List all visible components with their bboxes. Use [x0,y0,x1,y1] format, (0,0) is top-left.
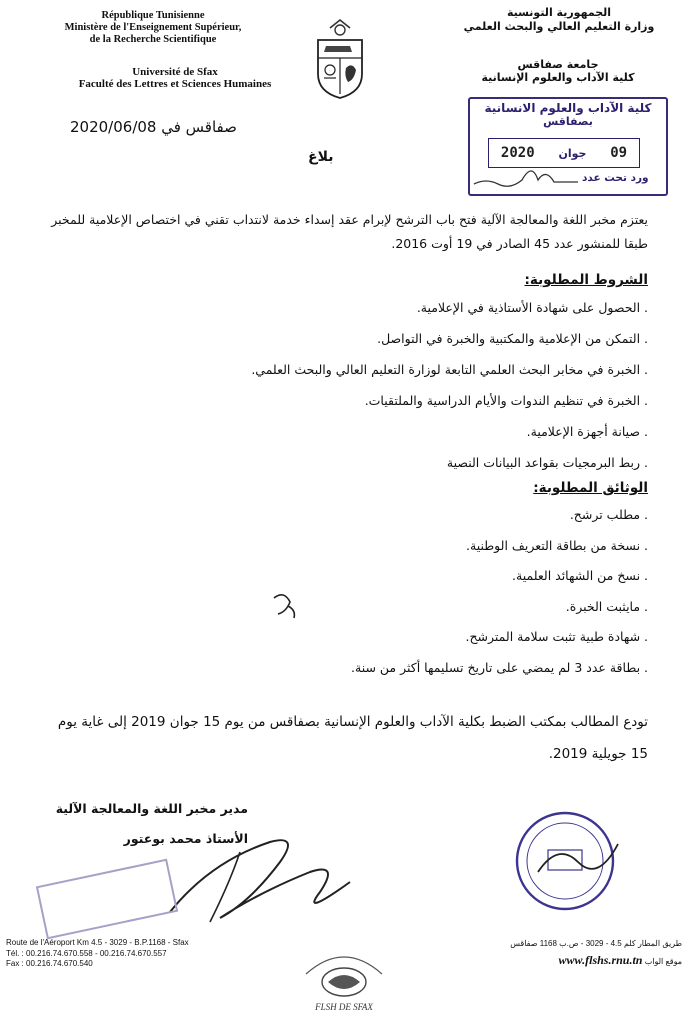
header-fr-line: République Tunisienne [101,10,205,21]
stamp-number-scribble [470,158,580,192]
documents-heading: الوثائق المطلوبة: [533,480,648,496]
stamp-year: 2020 [500,145,535,161]
header-french [38,10,268,46]
footer-web-row [442,955,682,967]
document-item: . مطلب ترشح. [569,507,648,522]
faculty-logo [300,944,388,1014]
university-arabic [448,58,668,84]
footer-contact-french [6,938,246,970]
university-ar-line: كلية الآداب والعلوم الإنسانية [481,71,635,84]
condition-item: . الخبرة في تنظيم الندوات والأيام الدراسية والملتقيات. [364,393,648,408]
conditions-section [48,268,648,478]
signatory-name: الأستاذ محمد بوعتور [123,831,248,846]
stamp-month: جوان [558,146,587,160]
condition-item: . صيانة أجهزة الإعلامية. [526,424,648,439]
condition-item: . التمكن من الإعلامية والمكتبية والخبرة في التواصل. [377,331,648,346]
intro-paragraph: يعتزم مخبر اللغة والمعالجة الآلية فتح باب الترشح لإبرام عقد إسداء خدمة لانتداب تقني في اختصاص الإعلامية للمخبر طبقا للمنشور عدد 45 الصادر في 19 أوت 2016. [51,212,648,251]
footer-address: Route de l'Aéroport Km 4.5 - 3029 - B.P.1168 - Sfax [6,938,189,947]
handwritten-mark [268,588,300,620]
university-fr-line: Faculté des Lettres et Sciences Humaines [78,78,272,90]
footer-fax: Fax : 00.216.74.670.540 [6,959,93,968]
document-date: صفاقس في 2020/06/08 [70,118,237,136]
university-french [60,66,290,90]
documents-section [48,476,648,683]
document-item: . شهادة طبية تثبت سلامة المترشح. [465,629,648,644]
stamp-day: 09 [610,145,628,161]
footer-contact-arabic [442,938,682,967]
header-ar-line: الجمهورية التونسية [506,6,612,19]
stamp-received-label: ورد تحت عدد [582,172,649,184]
university-fr-line: Université de Sfax [132,66,218,78]
document-item: . مايثبت الخبرة. [565,598,648,614]
university-ar-line: جامعة صفاقس [517,58,599,71]
footer-website-link[interactable]: www.flshs.rnu.tn [558,953,643,967]
condition-item: . الحصول على شهادة الأستاذية في الإعلامية. [416,300,648,315]
footer-ar-address: طريق المطار كلم 4.5 - 3029 - ص.ب 1168 صفاقس [510,939,682,948]
footer-phone: Tél. : 00.216.74.670.558 - 00.216.74.670.557 [6,948,167,958]
tunisia-coat-of-arms-emblem [304,18,376,100]
header-fr-line: de la Recherche Scientifique [89,34,217,45]
footer-web-label: موقع الواب [644,957,682,966]
handwritten-signature [150,822,370,932]
deposit-paragraph: تودع المطالب بمكتب الضبط بكلية الآداب والعلوم الإنسانية بصفاقس من يوم 15 جوان 2019 إلى غاية يوم 15 جويلية 2019. [57,714,648,762]
document-item: . بطاقة عدد 3 لم يمضي على تاريخ تسليمها أكثر من سنة. [351,659,648,675]
header-fr-line: Ministère de l'Enseignement Supérieur, [64,22,242,33]
svg-text:FLSH DE SFAX: FLSH DE SFAX [315,1002,373,1012]
document-item: . نسخة من بطاقة التعريف الوطنية. [466,537,648,553]
signatory-title: مدير مخبر اللغة والمعالجة الآلية [55,801,248,816]
initials-scribble [528,832,628,882]
condition-item: . الخبرة في مخابر البحث العلمي التابعة لوزارة التعليم العالي والبحث العلمي. [251,362,648,377]
stamp-line-1: كلية الآداب والعلوم الانسانية [484,101,652,115]
document-item: . نسخ من الشهائد العلمية. [512,568,648,583]
condition-item: . ربط البرمجيات بقواعد البيانات النصية [446,455,648,470]
header-arabic [444,6,674,34]
stamp-line-2: بصفاقس [543,115,593,128]
header-ar-line: وزارة التعليم العالي والبحث العلمي [463,20,655,33]
document-title: بلاغ [308,149,334,165]
conditions-heading: الشروط المطلوبة: [524,272,648,288]
